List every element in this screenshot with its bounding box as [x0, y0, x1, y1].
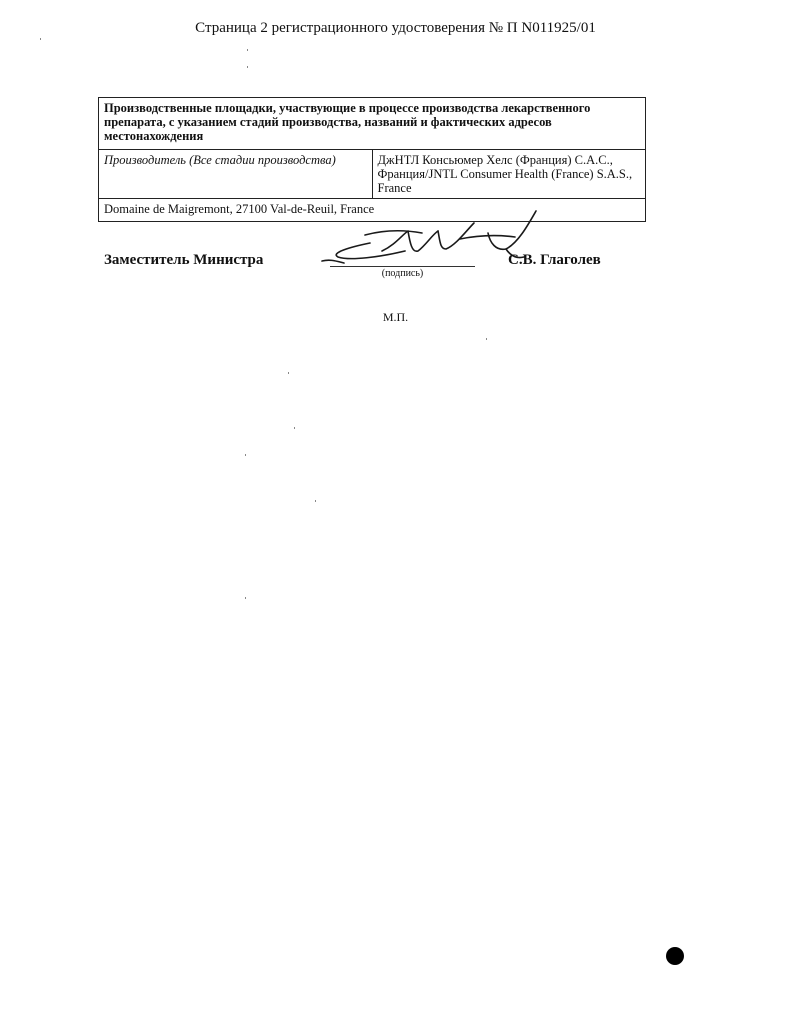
- manufacturer-name: ДжНТЛ Консьюмер Хелс (Франция) С.А.С., Франция/JNTL Consumer Health (France) S.A.S., France: [372, 150, 646, 199]
- scan-speck: [40, 38, 41, 40]
- scan-speck: [245, 597, 246, 599]
- production-sites-table: [98, 97, 646, 222]
- manufacturer-role: Производитель (Все стадии производства): [99, 150, 373, 199]
- table-heading: Производственные площадки, участвующие в процессе производства лекарственного препарата, с указанием стадий производства, названий и фактических адресов местонахождения: [99, 98, 646, 150]
- signatory-title: Заместитель Министра: [104, 252, 264, 268]
- stamp-placeholder: М.П.: [382, 310, 409, 324]
- table-row: [99, 150, 646, 199]
- scan-speck: [486, 338, 487, 340]
- signature-caption: (подпись): [381, 268, 424, 279]
- manufacturer-address: Domaine de Maigremont, 27100 Val-de-Reuil, France: [99, 199, 646, 222]
- scan-speck: [315, 500, 316, 502]
- hole-punch-mark: [666, 947, 684, 965]
- scan-speck: [245, 454, 246, 456]
- signature-line: [330, 266, 475, 267]
- scan-speck: [294, 427, 295, 429]
- scan-speck: [247, 49, 248, 51]
- scan-speck: [288, 372, 289, 374]
- scan-speck: [247, 66, 248, 68]
- table-row: [99, 98, 646, 150]
- signatory-name: С.В. Глаголев: [508, 252, 601, 268]
- page-header: Страница 2 регистрационного удостоверения № П N011925/01: [195, 20, 596, 36]
